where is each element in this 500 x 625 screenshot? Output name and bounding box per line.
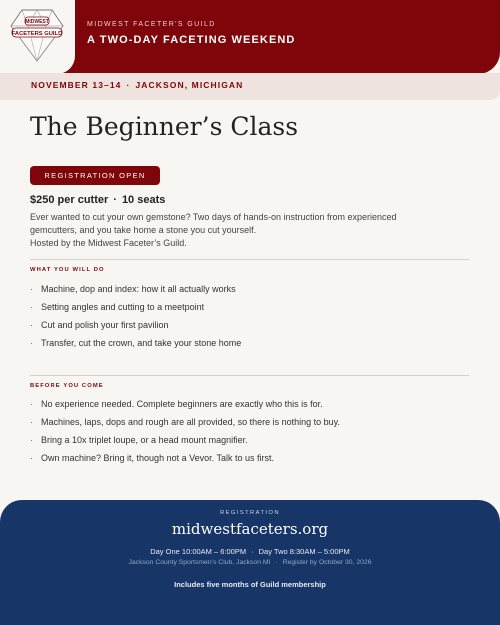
separator: · <box>113 194 117 206</box>
intro-line: gemcutters, and you take home a stone you cut yourself. <box>30 225 257 235</box>
venue: Jackson County Sportsmen’s Club, Jackson MI <box>128 559 271 566</box>
divider <box>30 375 469 376</box>
registration-footer <box>0 500 500 625</box>
event-date-location <box>31 80 243 90</box>
list-item-text: Setting angles and cutting to a meetpoint <box>41 302 205 312</box>
list-item-text: Own machine? Bring it, though not a Vevor. Talk to us first. <box>41 453 274 463</box>
section-label-learn: WHAT YOU WILL DO <box>30 267 105 273</box>
list-item: · Machines, laps, dops and rough are all provided, so there is nothing to buy. <box>30 417 341 427</box>
event-series-title: A TWO-DAY FACETING WEEKEND <box>87 34 296 46</box>
day-one: Day One 10:00AM – 6:00PM <box>150 547 247 556</box>
logo <box>0 0 75 74</box>
venue-line <box>0 559 500 566</box>
website-link[interactable]: midwestfaceters.org <box>171 520 329 538</box>
divider <box>30 259 469 260</box>
seats: 10 seats <box>121 194 166 206</box>
logo-line1: MIDWEST <box>25 19 49 25</box>
section-label-before: BEFORE YOU COME <box>30 383 104 389</box>
intro-line: Ever wanted to cut your own gemstone? Two days of hands-on instruction from experienced <box>30 212 397 222</box>
price-line <box>30 194 165 206</box>
list-item-text: Machines, laps, dops and rough are all provided, so there is nothing to buy. <box>41 417 341 427</box>
list-item-text: Cut and polish your first pavilion <box>41 320 169 330</box>
gem-logo-icon <box>8 6 66 64</box>
logo-line2: FACETERS GUILD <box>11 30 63 37</box>
separator: · <box>251 547 254 556</box>
list-item: · No experience needed. Complete beginners are exactly who this is for. <box>30 399 323 409</box>
membership-note: Includes five months of Guild membership <box>174 580 326 589</box>
guild-name: MIDWEST FACETER'S GUILD <box>87 21 216 28</box>
price: $250 per cutter <box>30 194 109 206</box>
list-item: · Bring a 10x triplet loupe, or a head mount magnifier. <box>30 435 248 445</box>
separator: · <box>126 80 131 90</box>
list-item: · Transfer, cut the crown, and take your stone home <box>30 338 242 348</box>
list-item-text: No experience needed. Complete beginners are exactly who this is for. <box>41 399 323 409</box>
event-date: NOVEMBER 13–14 <box>31 80 122 90</box>
before-list <box>30 397 470 469</box>
list-item: · Setting angles and cutting to a meetpoint <box>30 302 205 312</box>
event-location: JACKSON, MICHIGAN <box>135 80 244 90</box>
learn-list <box>30 282 470 354</box>
page-title: The Beginner’s Class <box>30 112 299 141</box>
status-badge: REGISTRATION OPEN <box>30 166 160 185</box>
list-item: · Own machine? Bring it, though not a Vevor. Talk to us first. <box>30 453 274 463</box>
list-item-text: Transfer, cut the crown, and take your stone home <box>41 338 242 348</box>
list-item-text: Bring a 10x triplet loupe, or a head mount magnifier. <box>41 435 248 445</box>
intro-line: Hosted by the Midwest Faceter’s Guild. <box>30 238 187 248</box>
schedule <box>0 547 500 556</box>
list-item-text: Machine, dop and index: how it all actually works <box>41 284 236 294</box>
day-two: Day Two 8:30AM – 5:00PM <box>258 547 350 556</box>
list-item: · Machine, dop and index: how it all actually works <box>30 284 236 294</box>
list-item: · Cut and polish your first pavilion <box>30 320 169 330</box>
deadline: Register by October 30, 2026 <box>282 559 372 566</box>
separator: · <box>275 559 278 566</box>
header-banner <box>0 0 500 74</box>
intro-paragraph <box>30 211 480 250</box>
registration-label: REGISTRATION <box>220 510 280 516</box>
